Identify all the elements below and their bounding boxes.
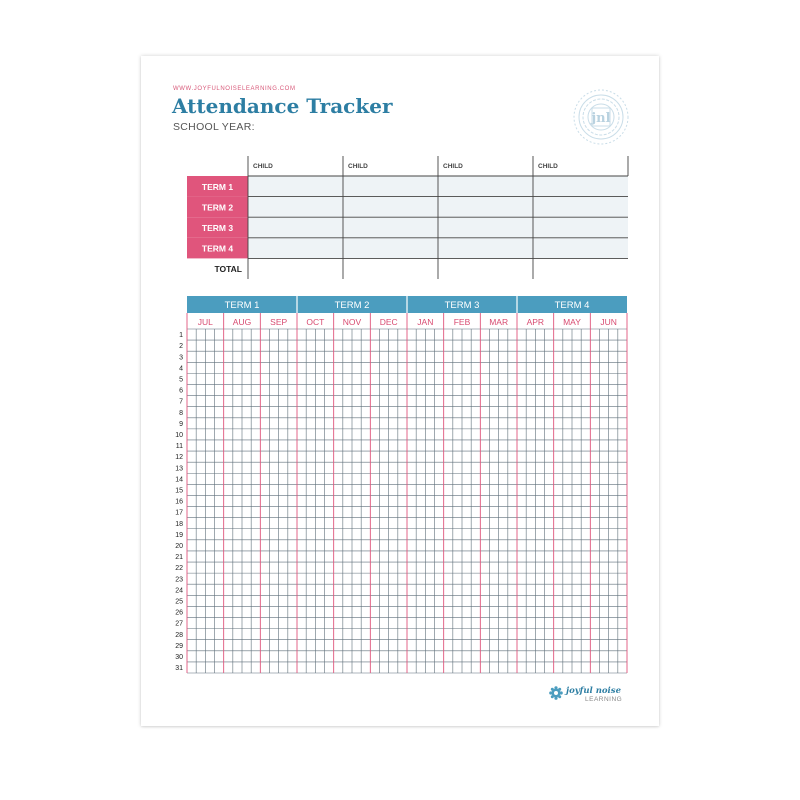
month-header: JUL [197,317,213,327]
month-header: FEB [453,317,471,327]
month-header: JAN [417,317,434,327]
footer-brand-sub: LEARNING [585,696,623,703]
school-year-label: SCHOOL YEAR: [173,121,255,133]
summary-term-label: TERM 3 [201,223,234,233]
logo-monogram: jnl [591,111,611,126]
term-header-label: TERM 4 [554,300,590,311]
day-number: 8 [179,409,183,417]
day-number: 6 [179,387,183,395]
day-number: 20 [175,542,183,550]
month-header: MAY [563,317,581,327]
day-number: 24 [175,587,183,595]
day-number: 31 [175,665,183,673]
summary-child-header: CHILD [253,163,273,170]
summary-term-label: TERM 1 [201,181,234,192]
month-header: MAR [489,317,509,327]
day-number: 29 [175,642,183,650]
day-number: 18 [175,520,183,528]
term-header-label: TERM 3 [444,300,480,311]
day-number: 3 [179,354,183,362]
summary-term-label: TERM 2 [201,202,234,213]
month-header: DEC [379,317,398,327]
day-number: 7 [179,398,183,406]
day-number: 25 [175,598,183,606]
day-number: 13 [175,465,183,473]
site-url[interactable]: WWW.JOYFULNOISELEARNING.COM [173,86,296,92]
day-number: 4 [179,365,183,373]
month-header: APR [526,317,545,327]
day-number: 16 [175,498,183,506]
day-number: 1 [179,332,183,340]
day-number: 2 [179,343,183,351]
summary-child-header: CHILD [538,163,558,170]
day-number: 26 [175,609,183,617]
day-number: 17 [175,509,183,517]
page-title: Attendance Tracker [172,94,393,118]
term-header-label: TERM 1 [224,300,260,311]
day-number: 10 [175,432,183,440]
day-number: 9 [179,420,183,428]
month-header: JUN [600,317,617,327]
day-number: 19 [175,531,183,539]
day-number: 21 [175,554,183,562]
day-number: 27 [175,620,183,628]
day-number: 12 [175,454,183,462]
day-number: 22 [175,565,183,573]
month-header: NOV [342,317,362,327]
summary-child-header: CHILD [348,163,368,170]
summary-child-header: CHILD [443,163,463,170]
summary-total-label: TOTAL [214,264,242,275]
term-header-label: TERM 2 [334,300,370,311]
day-number: 28 [175,631,183,639]
day-number: 11 [175,443,183,451]
day-number: 14 [175,476,183,484]
month-header: OCT [306,317,325,327]
footer-brand: joyful noise [566,686,621,696]
day-number: 30 [175,653,183,661]
flower-logo-icon [549,686,563,700]
day-number: 15 [175,487,183,495]
month-header: SEP [270,317,288,327]
summary-term-label: TERM 4 [201,243,234,254]
day-number: 23 [175,576,183,584]
month-header: AUG [232,317,252,327]
day-number: 5 [179,376,183,384]
